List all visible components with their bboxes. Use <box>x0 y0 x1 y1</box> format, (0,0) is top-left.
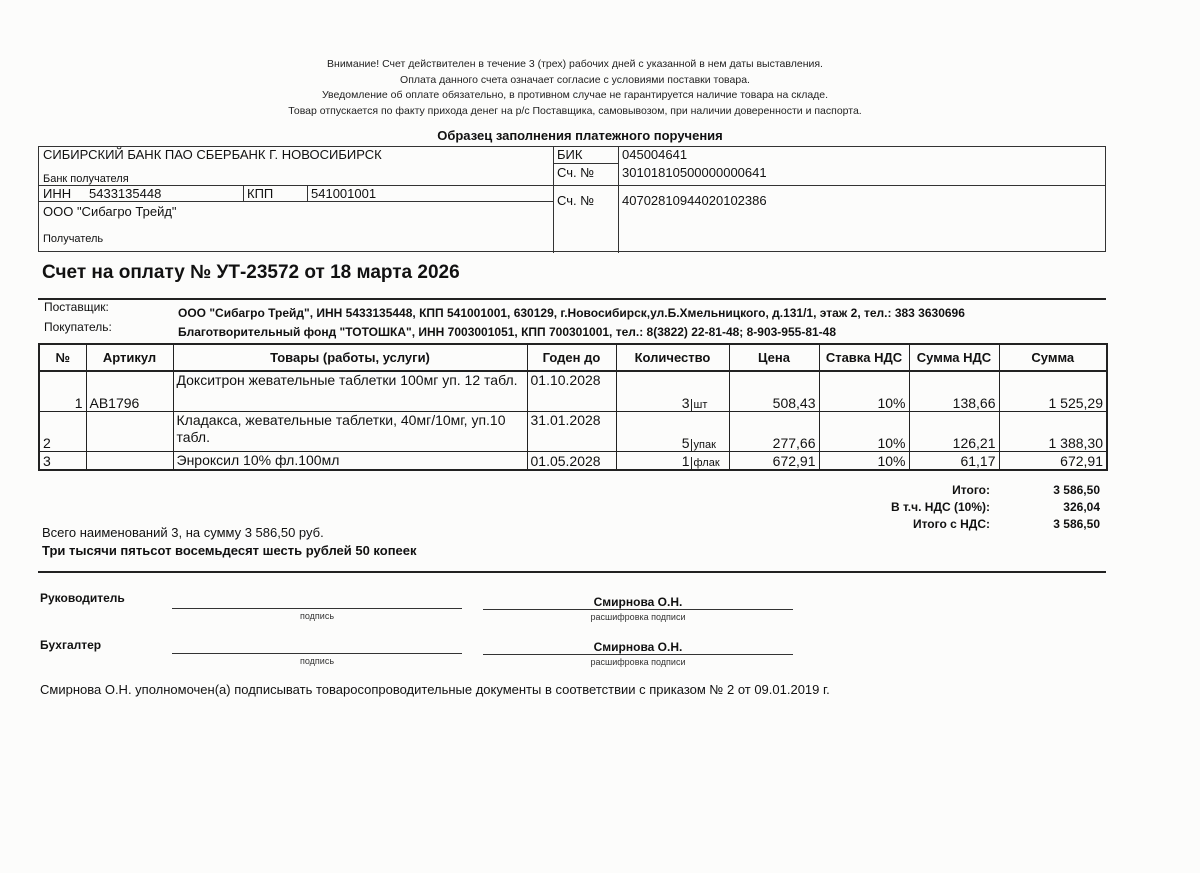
corr-account-label: Сч. № <box>557 165 595 180</box>
row-vat-rate: 10% <box>819 371 909 411</box>
authorization-note: Смирнова О.Н. уполномочен(а) подписывать товаросопроводительные документы в соответствии с приказом № 2 от 09.01.2019 г. <box>40 682 830 697</box>
row-article <box>86 411 173 451</box>
vat-value: 326,04 <box>1063 500 1100 514</box>
supplier-value: ООО "Сибагро Трейд", ИНН 5433135448, КПП 541001001, 630129, г.Новосибирск,ул.Б.Хмельницкого, д.131/1, этаж 2, тел.: 383 3630696 <box>178 306 965 320</box>
col-header: Товары (работы, услуги) <box>173 344 527 371</box>
totals <box>790 483 1100 534</box>
col-header: Годен до <box>527 344 616 371</box>
bik-value: 045004641 <box>622 147 688 162</box>
items-table <box>38 343 1108 471</box>
accountant-signature-caption: подпись <box>299 656 335 666</box>
row-price: 672,91 <box>729 451 819 470</box>
row-product-name: Энроксил 10% фл.100мл <box>173 451 527 470</box>
director-decode-line <box>483 609 793 610</box>
col-header: № <box>39 344 86 371</box>
payment-sample-title: Образец заполнения платежного поручения <box>437 128 723 143</box>
row-vat-sum: 126,21 <box>909 411 999 451</box>
invoice-title: Счет на оплату № УТ-23572 от 18 марта 2026 <box>42 262 460 283</box>
notice-line: Оплата данного счета означает согласие с условиями поставки товара. <box>400 73 750 86</box>
accountant-label: Бухгалтер <box>40 638 102 652</box>
total-with-vat-label: Итого с НДС: <box>912 517 990 531</box>
row-price: 277,66 <box>729 411 819 451</box>
director-signature-caption: подпись <box>299 611 335 621</box>
row-vat-sum: 61,17 <box>909 451 999 470</box>
row-price: 508,43 <box>729 371 819 411</box>
row-sum: 1 525,29 <box>999 371 1107 411</box>
accountant-decode-line <box>483 654 793 655</box>
row-product-name: Кладакса, жевательные таблетки, 40мг/10мг, уп.10 табл. <box>173 411 527 451</box>
unit-value: шт <box>691 399 708 411</box>
director-name: Смирнова О.Н. <box>593 595 683 609</box>
supplier-label: Поставщик: <box>44 300 109 314</box>
row-vat-rate: 10% <box>819 451 909 470</box>
row-product-name: Докситрон жевательные таблетки 100мг уп. 12 табл. <box>173 371 527 411</box>
payment-notice <box>0 57 1150 119</box>
accountant-name: Смирнова О.Н. <box>593 640 683 654</box>
table-row <box>39 371 1107 411</box>
total-value: 3 586,50 <box>1053 483 1100 497</box>
inn-label: ИНН <box>43 186 72 201</box>
summary-divider <box>38 571 1106 573</box>
col-header: Ставка НДС <box>819 344 909 371</box>
bank-name: СИБИРСКИЙ БАНК ПАО СБЕРБАНК Г. НОВОСИБИРСК <box>43 147 382 162</box>
director-signature-line <box>172 608 462 609</box>
quantity-value: 1 <box>681 452 690 469</box>
director-label: Руководитель <box>40 591 125 605</box>
unit-value: упак <box>691 439 716 451</box>
corr-account-value: 30101810500000000641 <box>622 165 767 180</box>
bank-details <box>38 146 1106 252</box>
col-header: Цена <box>729 344 819 371</box>
director-decode-caption: расшифровка подписи <box>590 612 686 622</box>
account-label: Сч. № <box>557 193 595 208</box>
quantity-value: 5 <box>681 434 690 451</box>
col-header: Артикул <box>86 344 173 371</box>
row-quantity <box>616 371 729 411</box>
kpp-value: 541001001 <box>311 186 377 201</box>
title-divider <box>38 298 1106 300</box>
row-quantity <box>616 451 729 470</box>
table-row <box>39 411 1107 451</box>
inn-value: 5433135448 <box>89 186 162 201</box>
quantity-value: 3 <box>681 394 690 411</box>
row-number: 1 <box>39 371 86 411</box>
row-quantity <box>616 411 729 451</box>
accountant-signature-line <box>172 653 462 654</box>
table-header-row <box>39 344 1107 371</box>
accountant-decode-caption: расшифровка подписи <box>590 657 686 667</box>
row-vat-sum: 138,66 <box>909 371 999 411</box>
recipient-name: ООО "Сибагро Трейд" <box>43 204 177 219</box>
row-vat-rate: 10% <box>819 411 909 451</box>
notice-line: Товар отпускается по факту прихода денег на р/с Поставщика, самовывозом, при наличии доверенности и паспорта. <box>288 104 862 117</box>
notice-line: Уведомление об оплате обязательно, в противном случае не гарантируется наличие товара на складе. <box>321 89 829 101</box>
col-header: Сумма <box>999 344 1107 371</box>
notice-line: Внимание! Счет действителен в течение 3 (трех) рабочих дней с указанной в нем даты выставления. <box>327 58 823 70</box>
row-number: 2 <box>39 411 86 451</box>
row-article: AB1796 <box>86 371 173 411</box>
row-sum: 672,91 <box>999 451 1107 470</box>
table-row <box>39 451 1107 470</box>
col-header: Количество <box>616 344 729 371</box>
vat-label: В т.ч. НДС (10%): <box>890 500 990 514</box>
row-article <box>86 451 173 470</box>
bank-label: Банк получателя <box>43 173 129 185</box>
buyer-label: Покупатель: <box>44 320 112 334</box>
row-sum: 1 388,30 <box>999 411 1107 451</box>
unit-value: флак <box>691 457 720 469</box>
recipient-label: Получатель <box>43 233 104 245</box>
total-with-vat-value: 3 586,50 <box>1053 517 1100 531</box>
bik-label: БИК <box>557 147 583 162</box>
total-label: Итого: <box>952 483 990 497</box>
row-expiry: 31.01.2028 <box>527 411 616 451</box>
row-expiry: 01.10.2028 <box>527 371 616 411</box>
summary-line: Всего наименований 3, на сумму 3 586,50 руб. <box>42 525 324 540</box>
buyer-value: Благотворительный фонд "ТОТОШКА", ИНН 7003001051, КПП 700301001, тел.: 8(3822) 22-81-48; 8-903-955-81-48 <box>178 325 837 339</box>
row-expiry: 01.05.2028 <box>527 451 616 470</box>
kpp-label: КПП <box>247 186 274 201</box>
account-value: 40702810944020102386 <box>622 193 767 208</box>
row-number: 3 <box>39 451 86 470</box>
summary-words: Три тысячи пятьсот восемьдесят шесть рублей 50 копеек <box>42 543 417 558</box>
col-header: Сумма НДС <box>909 344 999 371</box>
